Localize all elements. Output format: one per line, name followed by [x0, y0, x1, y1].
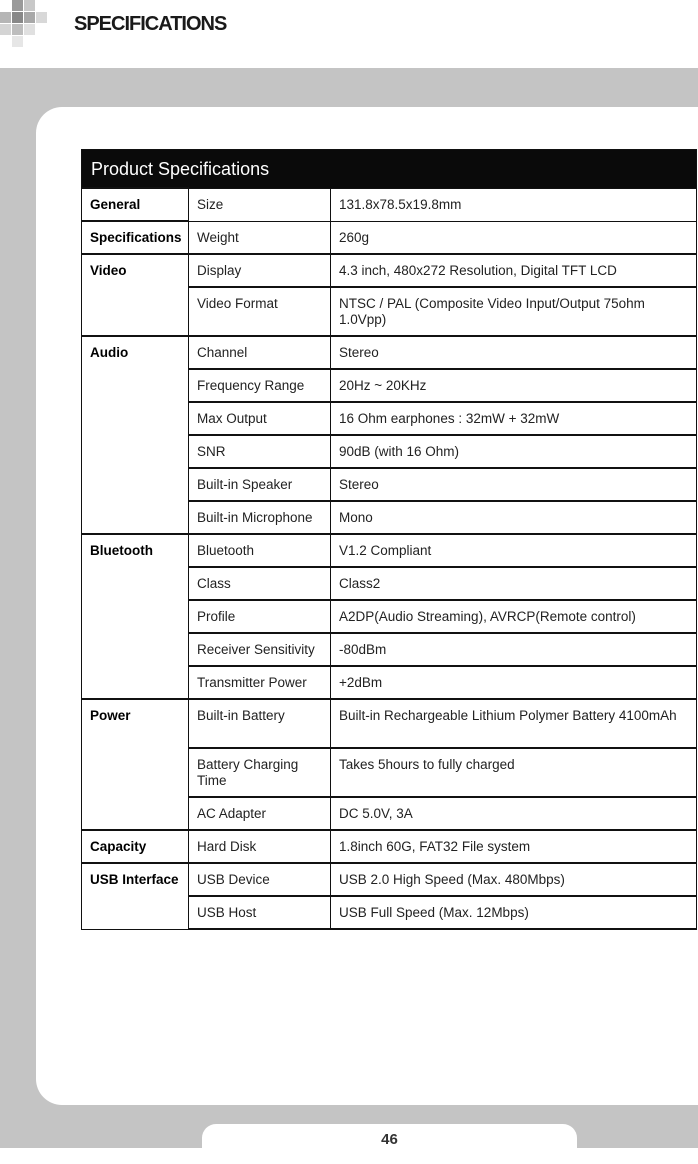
category-usb-interface: USB Interface: [82, 863, 189, 929]
table-row: [82, 699, 697, 748]
category-bluetooth: Bluetooth: [82, 534, 189, 699]
table-row: [82, 254, 697, 287]
spec-value: Mono: [331, 501, 697, 534]
spec-value: 4.3 inch, 480x272 Resolution, Digital TFT LCD: [331, 254, 697, 287]
spec-label: Transmitter Power: [189, 666, 331, 699]
spec-label: Profile: [189, 600, 331, 633]
spec-value: DC 5.0V, 3A: [331, 797, 697, 830]
spec-label: Built-in Microphone: [189, 501, 331, 534]
spec-label: Built-in Speaker: [189, 468, 331, 501]
page-title: SPECIFICATIONS: [74, 13, 227, 35]
spec-value: 260g: [331, 221, 697, 254]
table-row: [82, 534, 697, 567]
spec-label: SNR: [189, 435, 331, 468]
spec-value: V1.2 Compliant: [331, 534, 697, 567]
table-title-row: [82, 150, 697, 189]
spec-value: 16 Ohm earphones : 32mW + 32mW: [331, 402, 697, 435]
spec-label: Bluetooth: [189, 534, 331, 567]
table-title: Product Specifications: [82, 150, 697, 189]
category-specifications: Specifications: [82, 221, 189, 254]
category-power: Power: [82, 699, 189, 830]
spec-value: -80dBm: [331, 633, 697, 666]
spec-label: USB Host: [189, 896, 331, 929]
page-number-tab: [202, 1124, 577, 1164]
spec-label: Battery Charging Time: [189, 748, 331, 797]
spec-label: AC Adapter: [189, 797, 331, 830]
table-row: [82, 830, 697, 863]
table-row: [82, 188, 697, 221]
spec-label: Display: [189, 254, 331, 287]
category-audio: Audio: [82, 336, 189, 534]
page-header: [0, 0, 698, 68]
spec-value: USB 2.0 High Speed (Max. 480Mbps): [331, 863, 697, 896]
table-row: [82, 336, 697, 369]
spec-value: NTSC / PAL (Composite Video Input/Output 75ohm 1.0Vpp): [331, 287, 697, 336]
spec-label: Weight: [189, 221, 331, 254]
spec-label: Frequency Range: [189, 369, 331, 402]
spec-value: 20Hz ~ 20KHz: [331, 369, 697, 402]
spec-label: Receiver Sensitivity: [189, 633, 331, 666]
spec-value: Built-in Rechargeable Lithium Polymer Battery 4100mAh: [331, 699, 697, 748]
spec-label: Channel: [189, 336, 331, 369]
spec-label: Built-in Battery: [189, 699, 331, 748]
table-row: [82, 863, 697, 896]
spec-value: Takes 5hours to fully charged: [331, 748, 697, 797]
spec-value: 1.8inch 60G, FAT32 File system: [331, 830, 697, 863]
spec-value: 90dB (with 16 Ohm): [331, 435, 697, 468]
spec-value: Stereo: [331, 336, 697, 369]
spec-label: Class: [189, 567, 331, 600]
spec-label: USB Device: [189, 863, 331, 896]
spec-value: +2dBm: [331, 666, 697, 699]
spec-label: Size: [189, 188, 331, 221]
spec-value: A2DP(Audio Streaming), AVRCP(Remote control): [331, 600, 697, 633]
spec-value: Class2: [331, 567, 697, 600]
spec-value: Stereo: [331, 468, 697, 501]
spec-label: Max Output: [189, 402, 331, 435]
table-row: [82, 221, 697, 254]
decorative-squares: [0, 0, 56, 50]
spec-label: Video Format: [189, 287, 331, 336]
spec-value: 131.8x78.5x19.8mm: [331, 188, 697, 221]
category-video: Video: [82, 254, 189, 336]
page-number: 46: [381, 1131, 398, 1148]
category-capacity: Capacity: [82, 830, 189, 863]
spec-label: Hard Disk: [189, 830, 331, 863]
category-general: General: [82, 188, 189, 221]
spec-table: [81, 149, 697, 930]
spec-value: USB Full Speed (Max. 12Mbps): [331, 896, 697, 929]
